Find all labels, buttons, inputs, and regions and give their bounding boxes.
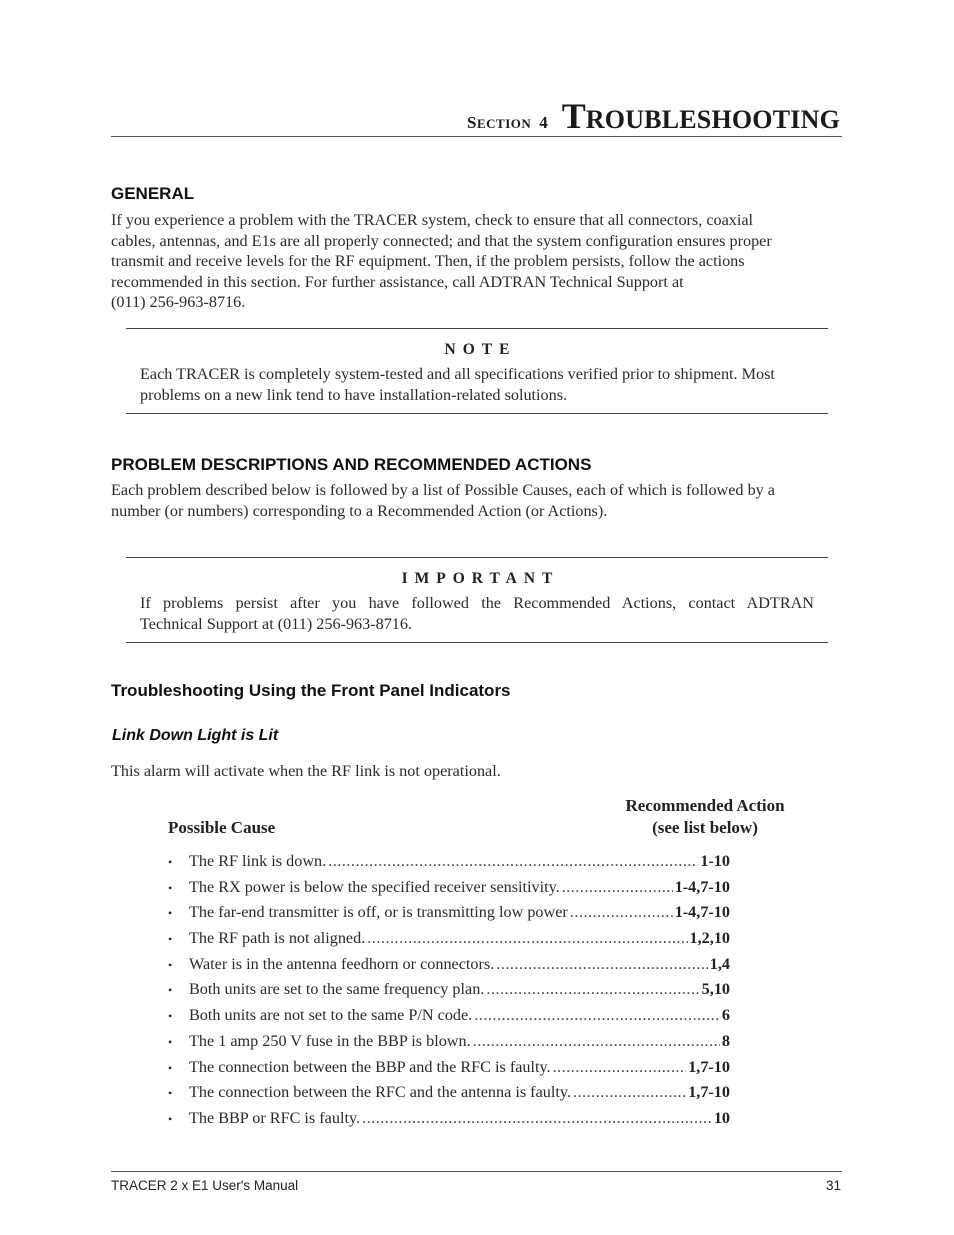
cause-action: 6 — [721, 1006, 730, 1025]
cause-item — [168, 1083, 730, 1109]
recommended-action-header — [610, 796, 800, 838]
important-line: Technical Support at (011) 256-963-8716. — [140, 614, 413, 633]
cause-action: 1,7-10 — [688, 1057, 730, 1076]
cause-list — [168, 852, 730, 1135]
dot-leader — [328, 852, 698, 871]
cause-item — [168, 1006, 730, 1032]
title-rest: ROUBLESHOOTING — [585, 105, 840, 134]
bullet: • — [168, 957, 173, 972]
dot-leader — [362, 1109, 712, 1128]
footer-rule — [111, 1171, 842, 1172]
cause-action: 10 — [713, 1108, 730, 1127]
dot-leader — [474, 1006, 720, 1025]
cause-item — [168, 852, 730, 878]
note-line: problems on a new link tend to have installation-related solutions. — [140, 385, 568, 404]
section-word-initial: S — [467, 113, 477, 132]
title-initial: T — [561, 96, 586, 136]
cause-item — [168, 903, 730, 929]
recommended-action-header-line: Recommended Action — [625, 796, 785, 815]
note-text — [140, 364, 815, 405]
general-line: transmit and receive levels for the RF equipment. Then, if the problem persists, follow the actions — [111, 252, 745, 270]
section-word-rest: ECTION — [476, 116, 532, 131]
important-bottom-rule — [126, 642, 828, 643]
problems-line: number (or numbers) corresponding to a Recommended Action (or Actions). — [111, 501, 608, 520]
general-heading: GENERAL — [111, 184, 195, 203]
cause-text: Both units are not set to the same P/N code. — [189, 1006, 473, 1025]
cause-text: The RF link is down. — [189, 852, 327, 870]
footer-manual-title: TRACER 2 x E1 User's Manual — [111, 1178, 299, 1193]
possible-cause-header: Possible Cause — [168, 818, 276, 837]
problems-paragraph — [111, 480, 831, 521]
important-title: IMPORTANT — [401, 570, 560, 587]
cause-action: 5,10 — [701, 980, 730, 999]
cause-text: Water is in the antenna feedhorn or connectors. — [189, 954, 495, 973]
cause-item — [168, 1032, 730, 1058]
cause-text: The 1 amp 250 V fuse in the BBP is blown. — [189, 1031, 471, 1050]
section-header — [467, 98, 840, 135]
cause-text: The connection between the RFC and the antenna is faulty. — [189, 1083, 571, 1102]
bullet: • — [168, 1086, 173, 1101]
cause-action: 1,2,10 — [689, 929, 730, 948]
cause-action: 1,4 — [709, 954, 730, 973]
bullet: • — [168, 1034, 173, 1049]
bullet: • — [168, 932, 173, 947]
bullet: • — [168, 1111, 173, 1126]
dot-leader — [496, 955, 708, 974]
dot-leader — [486, 980, 699, 999]
cause-text: The connection between the BBP and the RFC is faulty. — [189, 1057, 551, 1076]
recommended-action-header-line: (see list below) — [652, 818, 758, 837]
general-line: (011) 256-963-8716. — [111, 293, 246, 311]
bullet: • — [168, 906, 173, 921]
link-down-intro: This alarm will activate when the RF link is not operational. — [111, 762, 501, 780]
section-number: 4 — [539, 113, 548, 132]
cause-text: The RX power is below the specified receiver sensitivity. — [189, 877, 560, 896]
general-line: cables, antennas, and E1s are all properly connected; and that the system configuration ensures proper — [111, 231, 772, 250]
cause-action: 1-4,7-10 — [674, 877, 730, 896]
note-title: NOTE — [444, 341, 517, 358]
dot-leader — [562, 878, 673, 897]
header-rule — [111, 136, 842, 137]
bullet: • — [168, 1009, 173, 1024]
cause-item — [168, 955, 730, 981]
dot-leader — [473, 1032, 720, 1051]
dot-leader — [367, 929, 687, 948]
dot-leader — [553, 1058, 687, 1077]
bullet: • — [168, 855, 173, 869]
dot-leader — [570, 903, 673, 922]
cause-item — [168, 980, 730, 1006]
cause-text: The BBP or RFC is faulty. — [189, 1108, 361, 1127]
note-line: Each TRACER is completely system-tested and all specifications verified prior to shipment. Most — [140, 365, 775, 383]
cause-item — [168, 1109, 730, 1135]
important-text — [140, 593, 814, 634]
cause-text: Both units are set to the same frequency plan. — [189, 980, 485, 999]
problems-line: Each problem described below is followed by a list of Possible Causes, each of which is followed by a — [111, 481, 775, 499]
general-line: recommended in this section. For further assistance, call ADTRAN Technical Support at — [111, 272, 684, 291]
note-bottom-rule — [126, 413, 828, 414]
cause-action: 8 — [721, 1031, 730, 1050]
bullet: • — [168, 1060, 173, 1075]
general-paragraph — [111, 210, 831, 313]
cause-action: 1-4,7-10 — [674, 903, 730, 922]
front-panel-heading: Troubleshooting Using the Front Panel Indicators — [111, 681, 511, 700]
cause-item — [168, 929, 730, 955]
bullet: • — [168, 983, 173, 998]
dot-leader — [573, 1083, 686, 1102]
footer-page-number: 31 — [825, 1178, 841, 1193]
note-top-rule — [126, 328, 828, 329]
cause-text: The far-end transmitter is off, or is transmitting low power — [189, 903, 568, 922]
bullet: • — [168, 880, 173, 895]
problems-heading: PROBLEM DESCRIPTIONS AND RECOMMENDED ACTIONS — [111, 455, 592, 474]
cause-text: The RF path is not aligned. — [189, 929, 366, 948]
cause-item — [168, 1058, 730, 1084]
important-top-rule — [126, 557, 828, 558]
cause-action: 1,7-10 — [688, 1083, 730, 1102]
link-down-subheading: Link Down Light is Lit — [112, 727, 279, 744]
cause-item — [168, 878, 730, 904]
cause-action: 1-10 — [700, 852, 730, 870]
general-line: If you experience a problem with the TRACER system, check to ensure that all connectors, coaxial — [111, 211, 754, 229]
important-line: If problems persist after you have followed the Recommended Actions, contact ADTRAN — [140, 594, 814, 612]
